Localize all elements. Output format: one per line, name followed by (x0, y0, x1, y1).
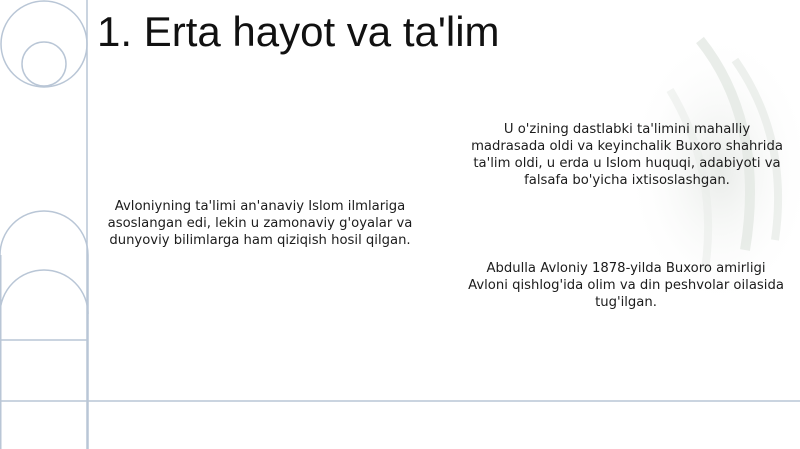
small-circle (22, 42, 66, 86)
paragraph-top-right: U o'zining dastlabki ta'limini mahalliy madrasada oldi va keyinchalik Buxoro shahrida ta'lim oldi, u erda u Islom huquqi, adabiyoti va falsafa bo'yicha ixtisoslashgan. (471, 122, 783, 188)
lower-arch (0, 270, 88, 314)
slide-title: 1. Erta hayot va ta'lim (97, 8, 500, 55)
upper-arch (0, 211, 88, 449)
paragraph-bottom-right: Abdulla Avloniy 1878-yilda Buxoro amirligi Avloni qishlog'ida olim va din peshvolar oilasida tug'ilgan. (468, 261, 784, 310)
paragraph-left: Avloniyning ta'limi an'anaviy Islom ilmlariga asoslangan edi, lekin u zamonaviy g'oyalar va dunyoviy bilimlarga ham qiziqish hosil qilgan. (107, 199, 413, 248)
large-circle (1, 1, 87, 87)
